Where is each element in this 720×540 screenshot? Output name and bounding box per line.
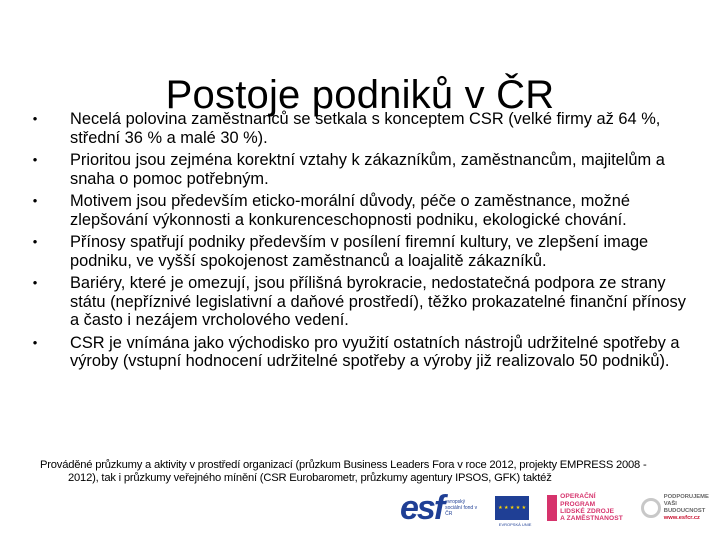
podporujeme-logo — [641, 494, 720, 523]
po-line: PODPORUJEME — [663, 493, 709, 500]
esf-mark: esf — [400, 489, 444, 527]
circle-logo-icon — [641, 498, 661, 518]
op-lzz-logo — [547, 493, 633, 523]
bullet-text: Necelá polovina zaměstnanců se setkala s konceptem CSR (velké firmy až 64 %, střední 36 % a malé 30 %). — [70, 110, 661, 147]
bullet-text: Přínosy spatřují podniky především v posílení firemní kultury, ve zlepšení image podniku, ve vyšší spokojenost zaměstnanců a loajalitě zákazníků. — [70, 233, 649, 270]
bullet-item — [28, 110, 688, 147]
footnote-line: 2012), tak i průzkumy veřejného mínění (CSR Eurobarometr, průzkumy agentury IPSOS, GFK) taktéž — [68, 471, 552, 484]
bullet-text: Motivem jsou především eticko-morální důvody, péče o zaměstnance, možné zlepšování výkonnosti a konkurenceschopnosti podniku, ekologické chování. — [70, 192, 630, 229]
bullet-icon: • — [32, 152, 38, 167]
bullet-item — [28, 151, 688, 188]
op-logo-icon — [547, 495, 557, 521]
slide-title: Postoje podniků v ČR — [165, 72, 555, 117]
bullet-list — [28, 110, 688, 375]
op-line: LIDSKÉ ZDROJE — [560, 508, 615, 515]
bullet-text: Prioritou jsou zejména korektní vztahy k zákazníkům, zaměstnancům, majitelům a snaha o pomoc potřebným. — [70, 151, 665, 188]
bullet-icon: • — [32, 234, 38, 249]
bullet-item — [28, 334, 688, 371]
bullet-icon: • — [32, 334, 38, 350]
bullet-item — [28, 192, 688, 229]
po-line: VAŠI BUDOUCNOST — [663, 500, 706, 514]
op-line: OPERAČNÍ PROGRAM — [560, 493, 596, 508]
esf-text: evropský sociální fond v ČR — [445, 499, 478, 517]
eu-flag-icon: ★ ★ ★ ★ ★ EVROPSKÁ UNIE — [495, 496, 529, 520]
bullet-item — [28, 274, 688, 330]
footnote-line: Prováděné průzkumy a aktivity v prostředí organizací (průzkum Business Leaders Fora v roce 2012, projekty EMPRESS 2008 - — [40, 459, 647, 471]
bullet-text: CSR je vnímána jako východisko pro využití ostatních nástrojů udržitelné spotřeby a výroby (vstupní hodnocení udržitelné spotřeby a výroby již realizovalo 50 podniků). — [70, 333, 680, 370]
bullet-item — [28, 233, 688, 270]
eu-label: EVROPSKÁ UNIE — [498, 522, 532, 527]
bullet-icon: • — [32, 111, 38, 126]
bullet-icon: • — [32, 275, 38, 290]
op-line: A ZAMĚSTNANOST — [560, 515, 623, 523]
esf-logo — [400, 491, 479, 525]
bullet-text: Bariéry, které je omezují, jsou přílišná byrokracie, nedostatečná podpora ze strany státu (nepříznivé legislativní a daňové prostředí), těžko prokazatelné finanční přínosy a často i nezájem vrcholového vedení. — [70, 274, 686, 329]
logo-bar — [400, 480, 720, 536]
bullet-icon: • — [32, 193, 38, 208]
po-url: www.esfcr.cz — [663, 515, 700, 522]
